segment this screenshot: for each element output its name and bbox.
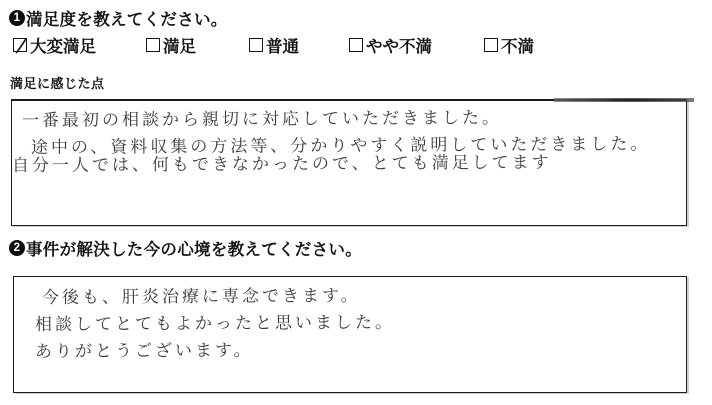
handwritten-line-q1-1: 一番最初の相談から親切に対応していただきました。 xyxy=(21,108,503,132)
option-label-satisfied: 満足 xyxy=(163,38,196,56)
option-label-dissatisfied: 不満 xyxy=(501,38,534,56)
handwritten-line-q2-3: ありがとうございます。 xyxy=(34,340,254,362)
checkbox-very-satisfied[interactable] xyxy=(13,38,27,52)
handwritten-line-q1-2: 途中の、資料収集の方法等、分かりやすく説明していただきました。 xyxy=(30,134,651,159)
option-satisfied[interactable] xyxy=(146,33,196,57)
option-neutral[interactable] xyxy=(249,33,299,57)
handwritten-line-q2-1: 今後も、肝炎治療に専念できます。 xyxy=(41,286,361,308)
checkbox-neutral[interactable] xyxy=(249,38,263,52)
satisfaction-options-row xyxy=(0,33,712,55)
question-1-text: 満足度を教えてください。 xyxy=(26,11,228,29)
satisfied-points-label: 満足に感じた点 xyxy=(10,76,105,91)
answer-box-q1[interactable] xyxy=(11,99,687,226)
question-2-heading xyxy=(9,236,362,260)
option-label-neutral: 普通 xyxy=(266,38,299,56)
option-very-satisfied[interactable] xyxy=(13,33,96,57)
checkbox-satisfied[interactable] xyxy=(146,38,160,52)
checkbox-somewhat-dissatisfied[interactable] xyxy=(349,38,363,52)
checkbox-dissatisfied[interactable] xyxy=(484,38,498,52)
circled-number-1-icon: 1 xyxy=(9,10,25,26)
scan-artifact xyxy=(554,98,694,102)
question-1-heading xyxy=(9,6,228,30)
handwritten-line-q2-2: 相談してとてもよかったと思いました。 xyxy=(34,312,396,335)
circled-number-2-icon: 2 xyxy=(9,240,25,256)
handwritten-check-icon xyxy=(12,33,31,56)
answer-box-q2[interactable] xyxy=(13,276,687,393)
option-label-somewhat-dissatisfied: やや不満 xyxy=(366,38,432,56)
option-dissatisfied[interactable] xyxy=(484,33,534,57)
option-label-very-satisfied: 大変満足 xyxy=(30,38,96,56)
option-somewhat-dissatisfied[interactable] xyxy=(349,33,432,57)
handwritten-line-q1-3: 自分一人では、何もできなかったので、とても満足してます xyxy=(11,152,552,177)
question-2-text: 事件が解決した今の心境を教えてください。 xyxy=(26,241,362,259)
